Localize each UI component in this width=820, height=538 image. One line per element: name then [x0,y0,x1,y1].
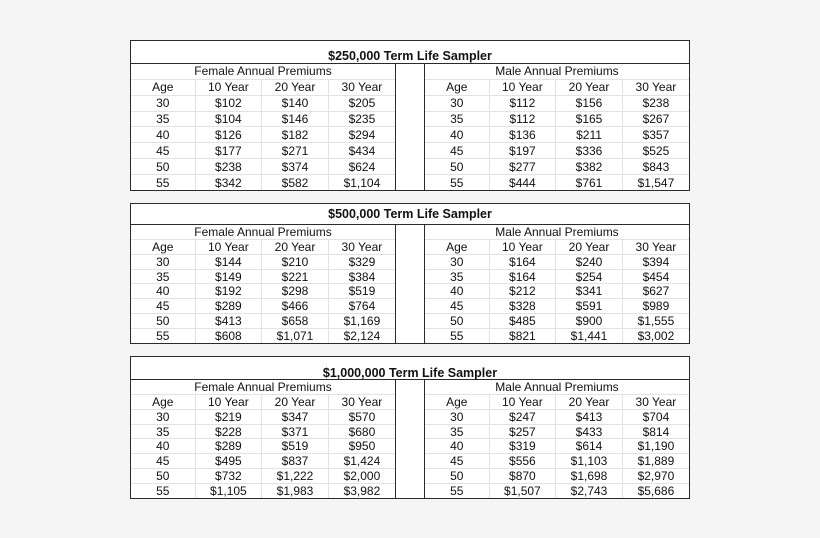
premium-cell: $3,982 [343,484,381,499]
age-cell: 55 [131,329,195,343]
term-column-header: 20 Year [262,239,329,254]
premium-cell: $627 [622,284,689,299]
premium-cell: $2,743 [556,484,623,498]
premium-cell: $525 [622,143,689,159]
premium-cell: $228 [195,424,262,439]
column-gap [395,64,425,190]
table-row [131,409,395,424]
age-cell: 50 [425,469,489,484]
premium-cell: $2,124 [343,329,381,344]
table-row [425,159,689,175]
sampler-title: $250,000 Term Life Sampler [131,41,689,64]
table-row [131,95,395,111]
table-row [131,127,395,143]
premium-cell: $413 [195,314,262,329]
sampler-body [131,225,689,343]
table-row [131,111,395,127]
table-row [131,439,395,454]
premium-cell: $177 [195,143,262,159]
premium-cell: $1,104 [343,175,381,190]
premium-cell: $608 [195,329,262,343]
group-header-row [425,64,689,79]
term-column-header: 30 Year [328,239,395,254]
age-cell: 55 [425,329,489,343]
premium-cell: $144 [195,254,262,269]
premium-cell: $102 [195,95,262,111]
male-group-label: Male Annual Premiums [425,380,689,394]
table-row [131,454,395,469]
premium-cell: $761 [556,175,623,190]
premium-cell: $271 [262,143,329,159]
table-row [425,143,689,159]
age-cell: 40 [425,439,489,454]
age-column-header: Age [425,239,489,254]
premium-cell: $614 [556,439,623,454]
premium-cell: $384 [328,269,395,284]
term-column-header: 20 Year [262,394,329,409]
sampler-250000 [130,40,690,191]
term-column-header: 10 Year [195,79,262,95]
premium-cell: $347 [262,409,329,424]
premium-cell: $257 [489,424,556,439]
age-cell: 35 [131,424,195,439]
table-row [425,484,689,498]
age-cell: 50 [131,314,195,329]
table-row [131,329,395,343]
table-row [131,484,395,498]
age-cell: 45 [425,299,489,314]
age-cell: 30 [131,95,195,111]
age-column-header: Age [425,394,489,409]
male-premiums-table [425,64,689,190]
male-group-label: Male Annual Premiums [425,225,689,239]
premium-cell: $591 [556,299,623,314]
premium-cell: $989 [622,299,689,314]
premium-cell: $1,424 [328,454,395,469]
term-column-header: 30 Year [622,239,689,254]
premium-cell: $1,698 [556,469,623,484]
age-column-header: Age [131,79,195,95]
column-header-row [131,79,395,95]
table-row [131,424,395,439]
premium-cell: $444 [489,175,556,190]
table-row [131,159,395,175]
age-cell: 40 [425,127,489,143]
premium-cell: $149 [195,269,262,284]
female-premiums-table [131,380,395,498]
premium-cell: $328 [489,299,556,314]
premium-cell: $156 [556,95,623,111]
premium-cell: $519 [262,439,329,454]
premium-cell: $900 [556,314,623,329]
term-column-header: 30 Year [622,79,689,95]
column-header-row [131,239,395,254]
premium-cell: $1,547 [637,175,675,190]
premium-cell: $341 [556,284,623,299]
age-cell: 45 [425,454,489,469]
age-cell: 35 [425,424,489,439]
age-column-header: Age [131,239,195,254]
premium-cell: $238 [622,95,689,111]
premium-cell: $1,555 [622,314,689,329]
premium-cell: $277 [489,159,556,175]
premium-cell: $382 [556,159,623,175]
term-column-header: 20 Year [556,79,623,95]
premium-cell: $1,105 [195,484,262,498]
sampler-title: $1,000,000 Term Life Sampler [131,357,689,380]
age-cell: 50 [425,159,489,175]
premium-cell: $1,103 [556,454,623,469]
female-grid [131,380,395,498]
term-column-header: 30 Year [328,394,395,409]
premium-cell: $680 [328,424,395,439]
table-row [425,299,689,314]
male-group-label: Male Annual Premiums [425,64,689,79]
male-grid [425,64,689,190]
premium-cell: $164 [489,254,556,269]
column-header-row [425,239,689,254]
premium-cell: $298 [262,284,329,299]
term-column-header: 10 Year [195,394,262,409]
age-cell: 30 [131,254,195,269]
premium-cell: $112 [489,111,556,127]
premium-cell: $1,169 [328,314,395,329]
table-row [425,111,689,127]
term-column-header: 20 Year [556,394,623,409]
male-premiums-table [425,380,689,498]
table-row [131,284,395,299]
table-row [425,95,689,111]
premium-cell: $413 [556,409,623,424]
column-header-row [425,79,689,95]
premium-cell: $3,002 [637,329,675,344]
table-row [425,439,689,454]
age-cell: 40 [131,127,195,143]
age-cell: 30 [131,409,195,424]
premium-cell: $247 [489,409,556,424]
age-cell: 55 [131,175,195,190]
column-gap [395,225,425,343]
sampler-500000 [130,203,690,344]
premium-cell: $126 [195,127,262,143]
female-group-label: Female Annual Premiums [131,380,395,394]
table-row [131,254,395,269]
term-column-header: 20 Year [262,79,329,95]
premium-cell: $254 [556,269,623,284]
table-row [131,175,395,190]
female-premiums-table [131,64,395,190]
table-row [425,454,689,469]
column-gap [395,380,425,498]
premium-cell: $434 [328,143,395,159]
table-row [425,175,689,190]
premium-cell: $240 [556,254,623,269]
premium-cell: $112 [489,95,556,111]
premium-cell: $267 [622,111,689,127]
premium-cell: $658 [262,314,329,329]
group-header-row [425,380,689,394]
premium-cell: $211 [556,127,623,143]
sampler-1000000 [130,356,690,499]
premium-cell: $5,686 [637,484,675,499]
age-cell: 40 [131,439,195,454]
premium-cell: $466 [262,299,329,314]
premium-cell: $454 [622,269,689,284]
premium-cell: $235 [328,111,395,127]
term-column-header: 10 Year [489,394,556,409]
age-cell: 40 [131,284,195,299]
premium-cell: $1,190 [622,439,689,454]
premium-cell: $319 [489,439,556,454]
male-premiums-table [425,225,689,343]
female-group-label: Female Annual Premiums [131,225,395,239]
table-row [425,424,689,439]
table-row [131,314,395,329]
premium-cell: $1,507 [489,484,556,498]
premium-cell: $136 [489,127,556,143]
table-row [425,409,689,424]
premium-cell: $342 [195,175,262,190]
premium-cell: $104 [195,111,262,127]
premium-cell: $182 [262,127,329,143]
term-column-header: 20 Year [556,239,623,254]
table-row [425,469,689,484]
age-cell: 35 [131,111,195,127]
age-column-header: Age [131,394,195,409]
group-header-row [131,380,395,394]
premium-cell: $140 [262,95,329,111]
male-grid [425,380,689,498]
female-grid [131,225,395,343]
premium-cell: $556 [489,454,556,469]
premium-cell: $146 [262,111,329,127]
column-header-row [131,394,395,409]
age-cell: 30 [425,409,489,424]
table-row [425,254,689,269]
premium-cell: $814 [622,424,689,439]
age-cell: 55 [131,484,195,498]
premium-cell: $238 [195,159,262,175]
age-cell: 30 [425,254,489,269]
premium-cell: $164 [489,269,556,284]
premium-cell: $821 [489,329,556,343]
age-cell: 45 [425,143,489,159]
premium-cell: $843 [622,159,689,175]
age-cell: 50 [425,314,489,329]
age-cell: 35 [425,269,489,284]
premium-cell: $433 [556,424,623,439]
premium-cell: $1,071 [262,329,329,343]
male-grid [425,225,689,343]
age-cell: 50 [131,159,195,175]
premium-cell: $165 [556,111,623,127]
premium-cell: $289 [195,299,262,314]
sampler-body [131,380,689,498]
premium-cell: $219 [195,409,262,424]
premium-cell: $205 [328,95,395,111]
age-cell: 35 [425,111,489,127]
age-column-header: Age [425,79,489,95]
premium-cell: $1,441 [556,329,623,343]
female-grid [131,64,395,190]
premium-cell: $485 [489,314,556,329]
age-cell: 40 [425,284,489,299]
group-header-row [425,225,689,239]
premium-cell: $357 [622,127,689,143]
term-column-header: 30 Year [328,79,395,95]
female-premiums-table [131,225,395,343]
table-row [131,269,395,284]
group-header-row [131,64,395,79]
premium-cell: $950 [328,439,395,454]
premium-cell: $394 [622,254,689,269]
table-row [131,143,395,159]
premium-cell: $2,000 [328,469,395,484]
premium-cell: $704 [622,409,689,424]
age-cell: 30 [425,95,489,111]
age-cell: 35 [131,269,195,284]
table-row [131,469,395,484]
age-cell: 55 [425,484,489,498]
premium-cell: $764 [328,299,395,314]
group-header-row [131,225,395,239]
table-row [425,269,689,284]
premium-cell: $289 [195,439,262,454]
premium-cell: $192 [195,284,262,299]
premium-cell: $221 [262,269,329,284]
premium-cell: $197 [489,143,556,159]
age-cell: 45 [131,143,195,159]
premium-cell: $1,983 [262,484,329,498]
premium-cell: $336 [556,143,623,159]
term-column-header: 10 Year [489,79,556,95]
premium-cell: $519 [328,284,395,299]
premium-cell: $294 [328,127,395,143]
age-cell: 50 [131,469,195,484]
premium-cell: $2,970 [622,469,689,484]
premium-cell: $329 [328,254,395,269]
age-cell: 45 [131,299,195,314]
term-column-header: 30 Year [622,394,689,409]
premium-cell: $837 [262,454,329,469]
premium-cell: $1,889 [622,454,689,469]
sampler-body [131,64,689,190]
premium-cell: $1,222 [262,469,329,484]
premium-cell: $374 [262,159,329,175]
premium-cell: $371 [262,424,329,439]
premium-cell: $210 [262,254,329,269]
term-column-header: 10 Year [195,239,262,254]
premium-cell: $495 [195,454,262,469]
age-cell: 55 [425,175,489,190]
table-row [425,284,689,299]
premium-cell: $624 [328,159,395,175]
premium-cell: $570 [328,409,395,424]
table-row [425,314,689,329]
table-row [425,329,689,343]
age-cell: 45 [131,454,195,469]
premium-cell: $582 [262,175,329,190]
premium-cell: $870 [489,469,556,484]
premium-cell: $212 [489,284,556,299]
term-column-header: 10 Year [489,239,556,254]
female-group-label: Female Annual Premiums [131,64,395,79]
table-row [131,299,395,314]
sampler-title: $500,000 Term Life Sampler [131,204,689,225]
column-header-row [425,394,689,409]
table-row [425,127,689,143]
premium-cell: $732 [195,469,262,484]
